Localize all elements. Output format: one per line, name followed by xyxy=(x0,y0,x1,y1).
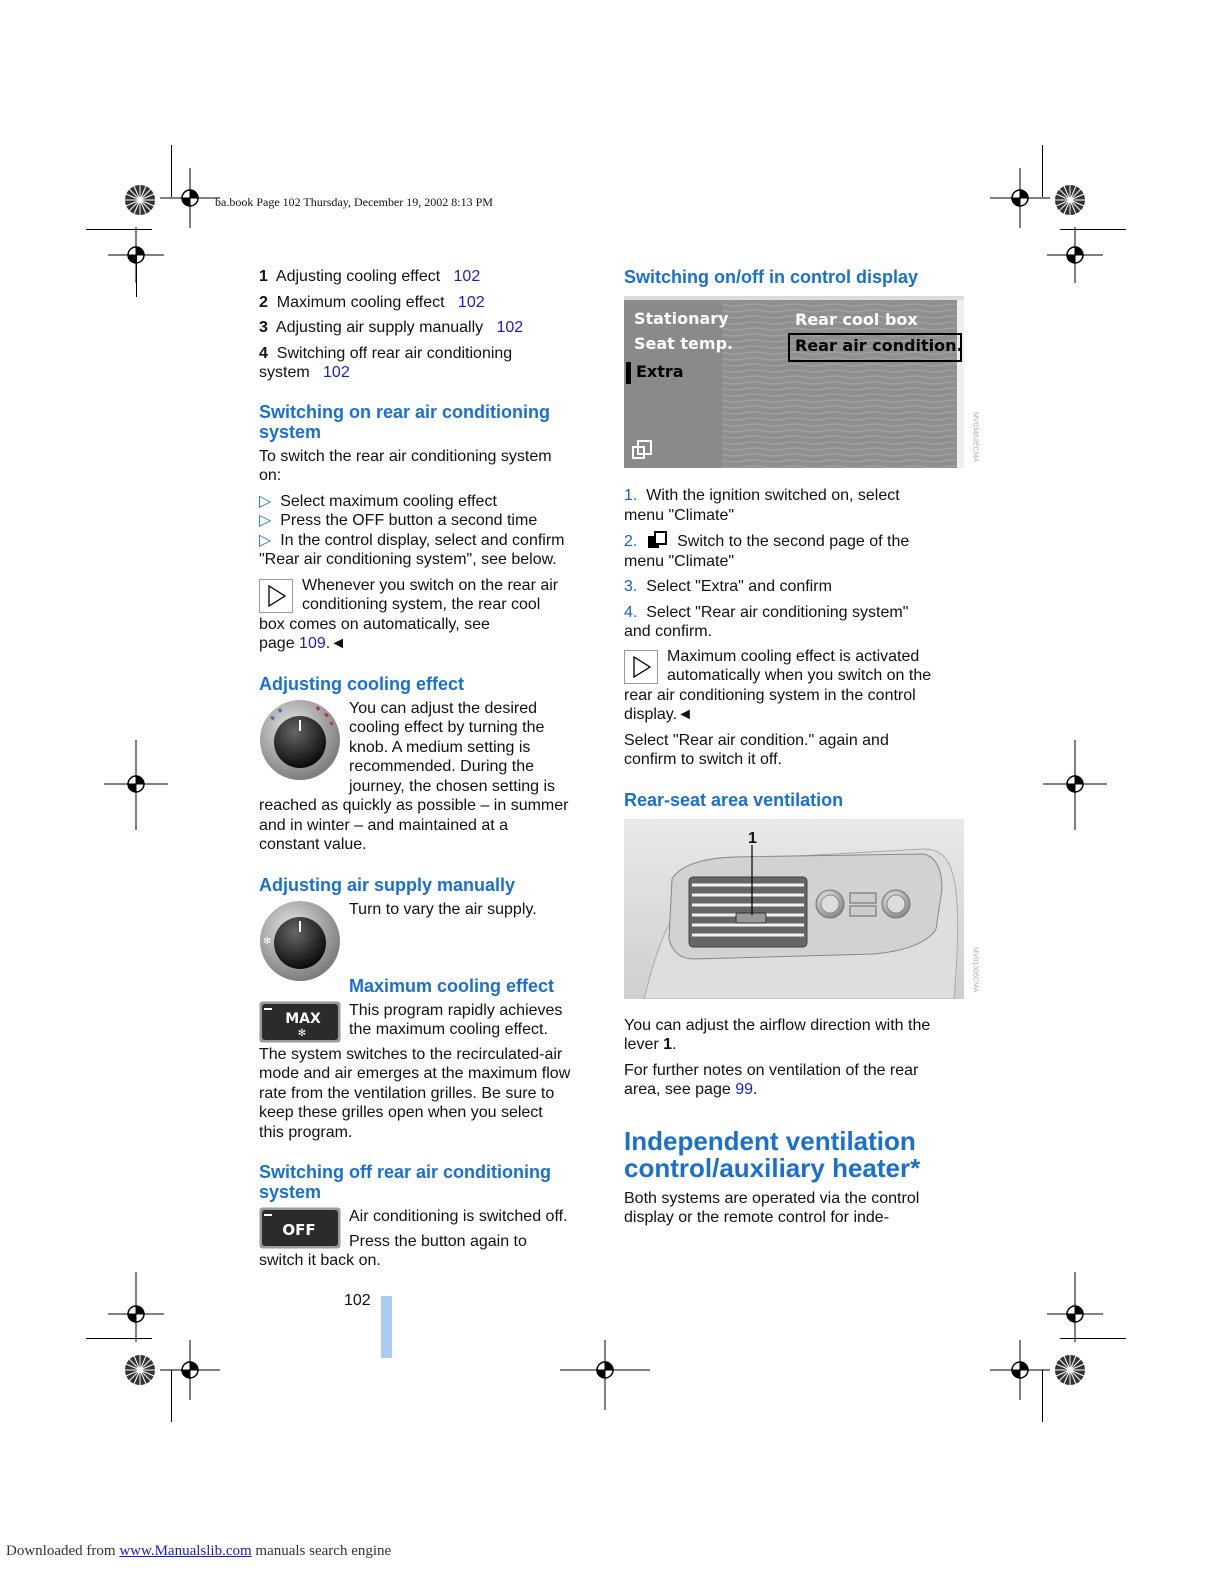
page-link[interactable]: 102 xyxy=(323,364,350,381)
cooling-knob-icon xyxy=(259,699,341,781)
paragraph: For further notes on ventilation of the rear area, see page 99. xyxy=(624,1061,919,1098)
registration-mark-icon xyxy=(108,1272,164,1342)
starburst-mark-icon xyxy=(1050,1350,1090,1390)
step-item: 1. With the ignition switched on, select menu "Climate" xyxy=(624,487,900,524)
image-code: MV01305CMA xyxy=(971,947,979,993)
right-column xyxy=(624,267,979,1228)
svg-text:✻: ✻ xyxy=(297,1027,307,1039)
legend-item: 4 Switching off rear air conditioning system 102 xyxy=(259,344,513,381)
list-item: "Rear air conditioning system", see below. xyxy=(259,551,557,568)
steps-list xyxy=(624,486,974,642)
registration-mark-icon xyxy=(1043,740,1107,830)
menu-item-seat-temp[interactable]: Seat temp. xyxy=(634,334,734,353)
step-item: 4. Select "Rear air conditioning system" and confirm. xyxy=(624,603,909,640)
page-link[interactable]: 102 xyxy=(496,319,524,336)
list-item: ▷ Select maximum cooling effect xyxy=(259,492,497,510)
bullet-list xyxy=(259,492,604,570)
starburst-mark-icon xyxy=(120,180,160,220)
section-heading: Switching off rear air conditioning system xyxy=(259,1162,552,1202)
registration-mark-icon xyxy=(990,168,1050,228)
svg-text:✻: ✻ xyxy=(263,935,272,947)
page-link[interactable]: 102 xyxy=(453,268,481,285)
paragraph: Select "Rear air condition." again and confirm to switch it off. xyxy=(624,731,889,768)
legend-item: 3 Adjusting air supply manually 102 xyxy=(259,319,524,336)
control-display-screenshot xyxy=(624,296,964,468)
paragraph: To switch the rear air conditioning system on: xyxy=(259,447,552,484)
off-button-icon xyxy=(259,1207,341,1249)
note-arrow-icon xyxy=(624,650,658,684)
legend-item: 2 Maximum cooling effect 102 xyxy=(259,293,485,311)
legend-list xyxy=(259,267,604,383)
off-block: OFF Air conditioning is switched off. Press the button again to switch it back on. xyxy=(259,1208,568,1269)
menu-item-stationary[interactable]: Stationary xyxy=(634,309,729,328)
max-block: MAX ✻ This program rapidly achieves the maximum cooling effect. The system switches to the recirculated-air mode and air emerges at the maximum flow rate from the ventilation grilles. Be sure to keep these grilles open when you select this program. xyxy=(259,1001,571,1141)
option-rear-air-condition[interactable]: Rear air condition. xyxy=(795,336,963,355)
section-heading: Switching on rear air conditioning system xyxy=(259,401,551,442)
list-item: ▷ Press the OFF button a second time xyxy=(259,512,538,529)
vent-image xyxy=(624,819,964,999)
page-link[interactable]: 102 xyxy=(457,293,485,311)
paragraph: Both systems are operated via the control display or the remote control for inde- xyxy=(624,1189,920,1226)
cooling-block: You can adjust the desired cooling effect by turning the knob. A medium setting is recommended. During the journey, the chosen setting is reached as quickly as possible – in summer and in winter – and maintained at a constant value. xyxy=(259,699,569,853)
starburst-mark-icon xyxy=(1050,180,1090,220)
registration-mark-icon xyxy=(1047,1272,1103,1342)
air-supply-block: ✻ Turn to vary the air supply. xyxy=(259,900,604,980)
note-arrow-icon xyxy=(259,579,293,613)
note-block: Whenever you switch on the rear air conditioning system, the rear cool box comes on automatically, see page 109.◄ xyxy=(259,576,559,652)
list-item: ▷ In the control display, select and confirm xyxy=(259,531,565,549)
download-footer: Downloaded from www.Manualslib.com manuals search engine xyxy=(6,1543,392,1559)
page-link[interactable]: 99 xyxy=(735,1081,753,1098)
note-block: Maximum cooling effect is activated automatically when you switch on the rear air conditioning system in the control display.◄ xyxy=(624,647,932,723)
registration-mark-icon xyxy=(1047,227,1103,283)
step-item: 2. Switch to the second page of the menu "Climate" xyxy=(624,533,910,570)
svg-text:OFF: OFF xyxy=(282,1221,316,1239)
section-heading: Maximum cooling effect xyxy=(349,975,555,996)
manualslib-link[interactable]: www.Manualslib.com xyxy=(119,1543,252,1559)
legend-item: 1 Adjusting cooling effect 102 xyxy=(259,268,481,285)
option-rear-cool-box[interactable]: Rear cool box xyxy=(795,310,918,329)
menu-item-extra[interactable]: Extra xyxy=(636,362,684,381)
step-item: 3. Select "Extra" and confirm xyxy=(624,578,832,595)
image-code: MV03462ECMA xyxy=(971,412,979,463)
registration-mark-icon xyxy=(160,1340,220,1400)
max-button-icon xyxy=(259,1001,341,1043)
registration-mark-icon xyxy=(560,1340,650,1410)
book-info-header: ba.book Page 102 Thursday, December 19, 2002 8:13 PM xyxy=(215,195,493,209)
section-heading: Rear-seat area ventilation xyxy=(624,789,844,810)
section-heading: Adjusting cooling effect xyxy=(259,673,464,694)
svg-text:MAX: MAX xyxy=(285,1010,321,1027)
starburst-mark-icon xyxy=(120,1350,160,1390)
page-link[interactable]: 109 xyxy=(299,635,326,652)
registration-mark-icon xyxy=(990,1340,1050,1400)
registration-mark-icon xyxy=(104,740,168,830)
left-column xyxy=(259,267,604,1271)
paragraph: You can adjust the airflow direction with the lever 1. xyxy=(624,1016,931,1053)
section-heading: Adjusting air supply manually xyxy=(259,874,516,895)
air-supply-knob-icon xyxy=(259,900,341,982)
chapter-heading: Independent ventilation control/auxiliary heater* xyxy=(624,1125,921,1183)
page-number: 102 xyxy=(344,1292,371,1309)
next-page-icon xyxy=(646,531,668,549)
callout-label: 1 xyxy=(748,829,757,847)
ventilation-illustration xyxy=(624,819,964,999)
registration-mark-icon xyxy=(160,168,220,228)
section-heading: Switching on/off in control display xyxy=(624,267,918,287)
page-tab xyxy=(381,1296,392,1358)
